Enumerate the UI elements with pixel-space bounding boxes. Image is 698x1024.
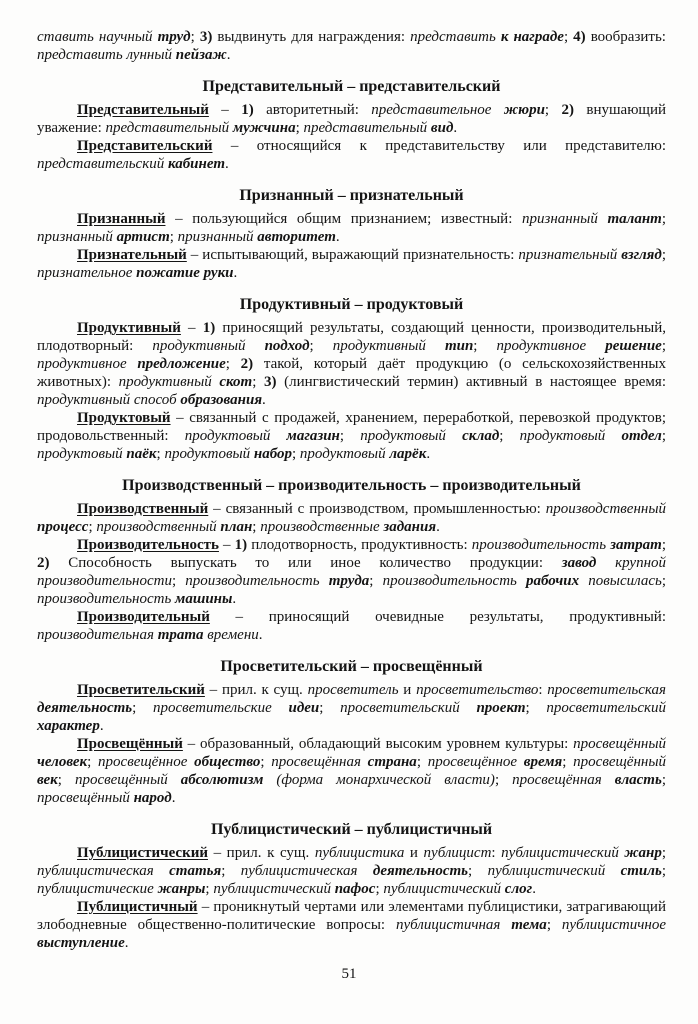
- text-run: ;: [661, 338, 666, 354]
- headword: Просвещённый: [77, 736, 183, 752]
- text-run: паёк: [126, 446, 157, 462]
- text-run: .: [453, 120, 458, 136]
- text-run: и: [404, 845, 424, 861]
- headword: Просветительский: [77, 682, 205, 698]
- headword: Продуктовый: [77, 410, 171, 426]
- text-run: 4): [573, 29, 586, 45]
- text-run: 3): [199, 29, 213, 45]
- headword: Производительность: [77, 537, 219, 553]
- text-run: производительная: [37, 627, 158, 643]
- entry-paragraph: [37, 536, 666, 608]
- text-run: характер: [37, 718, 100, 734]
- text-run: просветитель: [307, 682, 399, 698]
- text-run: взгляд: [621, 247, 662, 263]
- text-run: продуктивный: [118, 374, 220, 390]
- text-run: талант: [607, 211, 662, 227]
- text-run: просвещённая: [271, 754, 368, 770]
- text-run: мужчина: [232, 120, 296, 136]
- sections-container: [37, 64, 666, 952]
- headword: Продуктивный: [77, 320, 181, 336]
- text-run: .: [124, 935, 129, 951]
- text-run: признательный: [518, 247, 622, 263]
- text-run: просветительский: [340, 700, 477, 716]
- text-run: продуктивное: [496, 338, 606, 354]
- text-run: .: [232, 591, 237, 607]
- text-run: продуктивный: [152, 338, 265, 354]
- text-run: приносящий результаты, создающий ценности, производительный, плодотворный:: [37, 320, 667, 354]
- text-run: крупной производительности: [37, 555, 667, 589]
- text-run: производственный: [96, 519, 221, 535]
- text-run: .: [224, 156, 229, 172]
- text-run: .: [171, 790, 176, 806]
- text-run: набор: [253, 446, 292, 462]
- text-run: – прил. к сущ.: [208, 845, 315, 861]
- text-run: просвещённый: [573, 736, 666, 752]
- text-run: человек: [37, 754, 88, 770]
- text-run: Способность выпускать то или иное количество продукции:: [49, 555, 562, 571]
- text-run: ;: [369, 573, 383, 589]
- text-run: ;: [473, 338, 497, 354]
- text-run: .: [262, 392, 266, 408]
- text-run: 1): [241, 102, 254, 118]
- text-run: власть: [614, 772, 662, 788]
- text-run: ;: [225, 356, 241, 372]
- text-run: производительность: [185, 573, 329, 589]
- text-run: публицист: [423, 845, 492, 861]
- text-run: :: [538, 682, 548, 698]
- headword: Признанный: [77, 211, 166, 227]
- text-run: производственный: [545, 501, 666, 517]
- text-run: магазин: [286, 428, 340, 444]
- text-run: к награде: [500, 29, 564, 45]
- headword: Представительский: [77, 138, 213, 154]
- text-run: ;: [494, 772, 513, 788]
- text-run: времени: [203, 627, 259, 643]
- text-run: продуктовый: [299, 446, 390, 462]
- text-run: производительность: [37, 591, 176, 607]
- text-run: продуктовый: [37, 446, 127, 462]
- headword: Публицистичный: [77, 899, 198, 915]
- text-run: – относящийся к представительству или представителю:: [212, 138, 666, 154]
- text-run: публицистический: [383, 881, 505, 897]
- entry-paragraph: [37, 210, 666, 246]
- text-run: ларёк: [389, 446, 427, 462]
- text-run: склад: [462, 428, 500, 444]
- text-run: ;: [499, 428, 520, 444]
- text-run: –: [208, 102, 242, 118]
- text-run: публицистика: [314, 845, 405, 861]
- text-run: ;: [260, 754, 272, 770]
- text-run: представить лунный: [37, 47, 176, 63]
- text-run: ставить научный: [37, 29, 158, 45]
- entry-paragraph: [37, 137, 666, 173]
- text-run: ;: [171, 573, 186, 589]
- text-run: пафос: [334, 881, 376, 897]
- text-run: труд: [157, 29, 191, 45]
- text-run: просвещённое: [98, 754, 195, 770]
- headword: Представительный: [77, 102, 209, 118]
- text-run: ;: [544, 102, 562, 118]
- text-run: статья: [169, 863, 222, 879]
- text-run: просветительский: [546, 700, 667, 716]
- text-run: артист: [116, 229, 170, 245]
- text-run: представительное: [371, 102, 504, 118]
- text-run: – проникнутый чертами или элементами публицистики, затрагивающий злободневные общественно-политические вопросы:: [37, 899, 666, 933]
- text-run: ;: [319, 700, 341, 716]
- text-run: продуктивный: [332, 338, 445, 354]
- section-heading: Просветительский – просвещённый: [220, 658, 483, 675]
- text-run: – связанный с продажей, хранением, переработкой, перевозкой продуктов; продовольственный:: [37, 410, 666, 444]
- text-run: ;: [252, 374, 265, 390]
- text-run: ;: [661, 772, 667, 788]
- text-run: жюри: [503, 102, 545, 118]
- text-run: продуктивный способ: [37, 392, 181, 408]
- text-run: признанный: [37, 229, 117, 245]
- text-run: :: [491, 845, 502, 861]
- text-run: рабочих: [526, 573, 580, 589]
- text-run: страна: [367, 754, 417, 770]
- text-run: просветительская: [547, 682, 666, 698]
- entry-paragraph: [37, 101, 666, 137]
- text-run: пейзаж: [175, 47, 227, 63]
- text-run: .: [258, 627, 263, 643]
- text-run: продуктовый: [164, 446, 254, 462]
- text-run: повысилась: [579, 573, 662, 589]
- text-run: народ: [133, 790, 172, 806]
- text-run: ;: [375, 881, 384, 897]
- text-run: – испытывающий, выражающий признательность:: [186, 247, 519, 263]
- text-run: 2): [37, 555, 50, 571]
- entry-paragraph: [37, 608, 666, 644]
- text-run: проект: [476, 700, 526, 716]
- text-run: признанный: [177, 229, 258, 245]
- text-run: образования: [180, 392, 263, 408]
- text-run: труда: [328, 573, 370, 589]
- text-run: вид: [430, 120, 454, 136]
- text-run: трата: [157, 627, 204, 643]
- text-run: такой, который даёт продукцию (о сельскохозяйственных животных):: [37, 356, 666, 390]
- dictionary-page: [37, 28, 666, 952]
- text-run: кабинет: [167, 156, 225, 172]
- entry-paragraph: [37, 898, 666, 952]
- text-run: ;: [562, 754, 574, 770]
- entry-paragraph: [37, 409, 666, 463]
- text-run: ;: [57, 772, 75, 788]
- text-run: вообразить:: [585, 29, 666, 45]
- entry-paragraph: [37, 500, 666, 536]
- section-heading: Признанный – признательный: [239, 187, 464, 204]
- text-run: ;: [661, 845, 667, 861]
- text-run: публицистические: [37, 881, 158, 897]
- text-run: ;: [661, 573, 666, 589]
- text-run: продуктовый: [360, 428, 463, 444]
- text-run: .: [233, 265, 238, 281]
- text-run: 2): [561, 102, 574, 118]
- text-run: ;: [563, 29, 574, 45]
- text-run: (лингвистический термин) активный в настоящее время:: [276, 374, 666, 390]
- text-run: ;: [156, 446, 165, 462]
- section-heading: Продуктивный – продуктовый: [239, 296, 464, 313]
- text-run: просвещённое: [427, 754, 524, 770]
- section-heading: Производственный – производительность – производительный: [122, 477, 581, 494]
- text-run: .: [426, 446, 431, 462]
- headword: Производительный: [77, 609, 210, 625]
- entry-paragraph: [37, 681, 666, 735]
- text-run: ;: [661, 863, 667, 879]
- text-run: время: [523, 754, 563, 770]
- text-run: внушающий уважение:: [37, 102, 667, 136]
- text-run: задания: [383, 519, 437, 535]
- text-run: публицистический: [487, 863, 621, 879]
- text-run: 1): [202, 320, 216, 336]
- text-run: – прил. к сущ.: [204, 682, 308, 698]
- text-run: просветительские: [153, 700, 289, 716]
- text-run: публицистическая: [37, 863, 170, 879]
- text-run: производственные: [260, 519, 384, 535]
- text-run: ;: [525, 700, 547, 716]
- text-run: 1): [234, 537, 248, 553]
- text-run: публицистичное: [561, 917, 666, 933]
- text-run: (форма монархической власти): [263, 772, 495, 788]
- text-run: – приносящий очевидные результаты, продуктивный:: [209, 609, 666, 625]
- text-run: деятельность: [37, 700, 133, 716]
- entry-paragraph: [37, 246, 666, 282]
- text-run: ;: [309, 338, 333, 354]
- text-run: .: [335, 229, 340, 245]
- text-run: процесс: [37, 519, 89, 535]
- text-run: ;: [295, 120, 304, 136]
- text-run: отдел: [621, 428, 662, 444]
- text-run: представительский: [37, 156, 168, 172]
- page-number: 51: [341, 966, 357, 982]
- text-run: 3): [264, 374, 277, 390]
- text-run: затрат: [610, 537, 662, 553]
- text-run: .: [436, 519, 440, 535]
- text-run: публицистичная: [395, 917, 512, 933]
- text-run: ;: [252, 519, 261, 535]
- text-run: представительный: [105, 120, 233, 136]
- text-run: машины: [175, 591, 233, 607]
- text-run: ;: [661, 211, 666, 227]
- text-run: решение: [605, 338, 662, 354]
- text-run: предложение: [137, 356, 226, 372]
- text-run: просвещённый: [37, 790, 134, 806]
- text-run: продуктовый: [519, 428, 622, 444]
- text-run: авторитет: [257, 229, 336, 245]
- continuation-paragraph: [37, 28, 666, 64]
- text-run: выдвинуть для награждения:: [212, 29, 411, 45]
- text-run: век: [37, 772, 58, 788]
- text-run: скот: [219, 374, 253, 390]
- entry-paragraph: [37, 319, 666, 409]
- text-run: просвещённый: [74, 772, 181, 788]
- text-run: жанры: [157, 881, 206, 897]
- text-run: ;: [87, 754, 99, 770]
- text-run: авторитетный:: [253, 102, 372, 118]
- entry-paragraph: [37, 844, 666, 898]
- text-run: идеи: [288, 700, 320, 716]
- text-run: завод: [561, 555, 616, 571]
- text-run: представить: [410, 29, 501, 45]
- text-run: – образованный, обладающий высоким уровнем культуры:: [182, 736, 574, 752]
- text-run: ;: [661, 537, 667, 553]
- text-run: ;: [88, 519, 97, 535]
- text-run: подход: [264, 338, 310, 354]
- text-run: производительность: [382, 573, 527, 589]
- text-run: тема: [511, 917, 547, 933]
- text-run: ;: [468, 863, 488, 879]
- text-run: публицистическая: [240, 863, 373, 879]
- text-run: –: [218, 537, 235, 553]
- text-run: производительность: [471, 537, 611, 553]
- text-run: ;: [661, 247, 666, 263]
- text-run: ;: [169, 229, 178, 245]
- text-run: .: [532, 881, 536, 897]
- text-run: признанный: [522, 211, 608, 227]
- headword: Публицистический: [77, 845, 208, 861]
- text-run: абсолютизм: [180, 772, 264, 788]
- text-run: ;: [292, 446, 300, 462]
- text-run: и: [398, 682, 417, 698]
- text-run: –: [180, 320, 203, 336]
- text-run: пожатие руки: [136, 265, 234, 281]
- headword: Признательный: [77, 247, 187, 263]
- text-run: план: [220, 519, 253, 535]
- text-run: просвещённая: [512, 772, 615, 788]
- text-run: продуктивное: [37, 356, 138, 372]
- section-heading: Публицистический – публицистичный: [210, 821, 493, 838]
- text-run: ;: [205, 881, 214, 897]
- text-run: – пользующийся общим признанием; известный:: [165, 211, 522, 227]
- text-run: представительный: [303, 120, 431, 136]
- text-run: ;: [546, 917, 562, 933]
- entry-paragraph: [37, 735, 666, 807]
- text-run: 2): [240, 356, 254, 372]
- text-run: ;: [221, 863, 241, 879]
- text-run: жанр: [624, 845, 662, 861]
- headword: Производственный: [77, 501, 209, 517]
- text-run: слог: [504, 881, 533, 897]
- text-run: просветительство: [416, 682, 539, 698]
- text-run: ;: [661, 428, 667, 444]
- text-run: .: [99, 718, 104, 734]
- text-run: выступление: [37, 935, 125, 951]
- text-run: просвещённый: [573, 754, 667, 770]
- section-heading: Представительный – представительский: [202, 78, 501, 95]
- text-run: деятельность: [372, 863, 469, 879]
- text-run: тип: [444, 338, 474, 354]
- text-run: ;: [416, 754, 428, 770]
- text-run: ;: [339, 428, 361, 444]
- text-run: продуктовый: [184, 428, 287, 444]
- text-run: публицистический: [501, 845, 625, 861]
- text-run: ;: [132, 700, 154, 716]
- text-run: ;: [190, 29, 200, 45]
- text-run: .: [226, 47, 231, 63]
- text-run: стиль: [620, 863, 662, 879]
- text-run: признательное: [37, 265, 137, 281]
- text-run: публицистический: [213, 881, 335, 897]
- text-run: общество: [194, 754, 261, 770]
- text-run: плодотворность, продуктивность:: [247, 537, 472, 553]
- text-run: – связанный с производством, промышленностью:: [208, 501, 546, 517]
